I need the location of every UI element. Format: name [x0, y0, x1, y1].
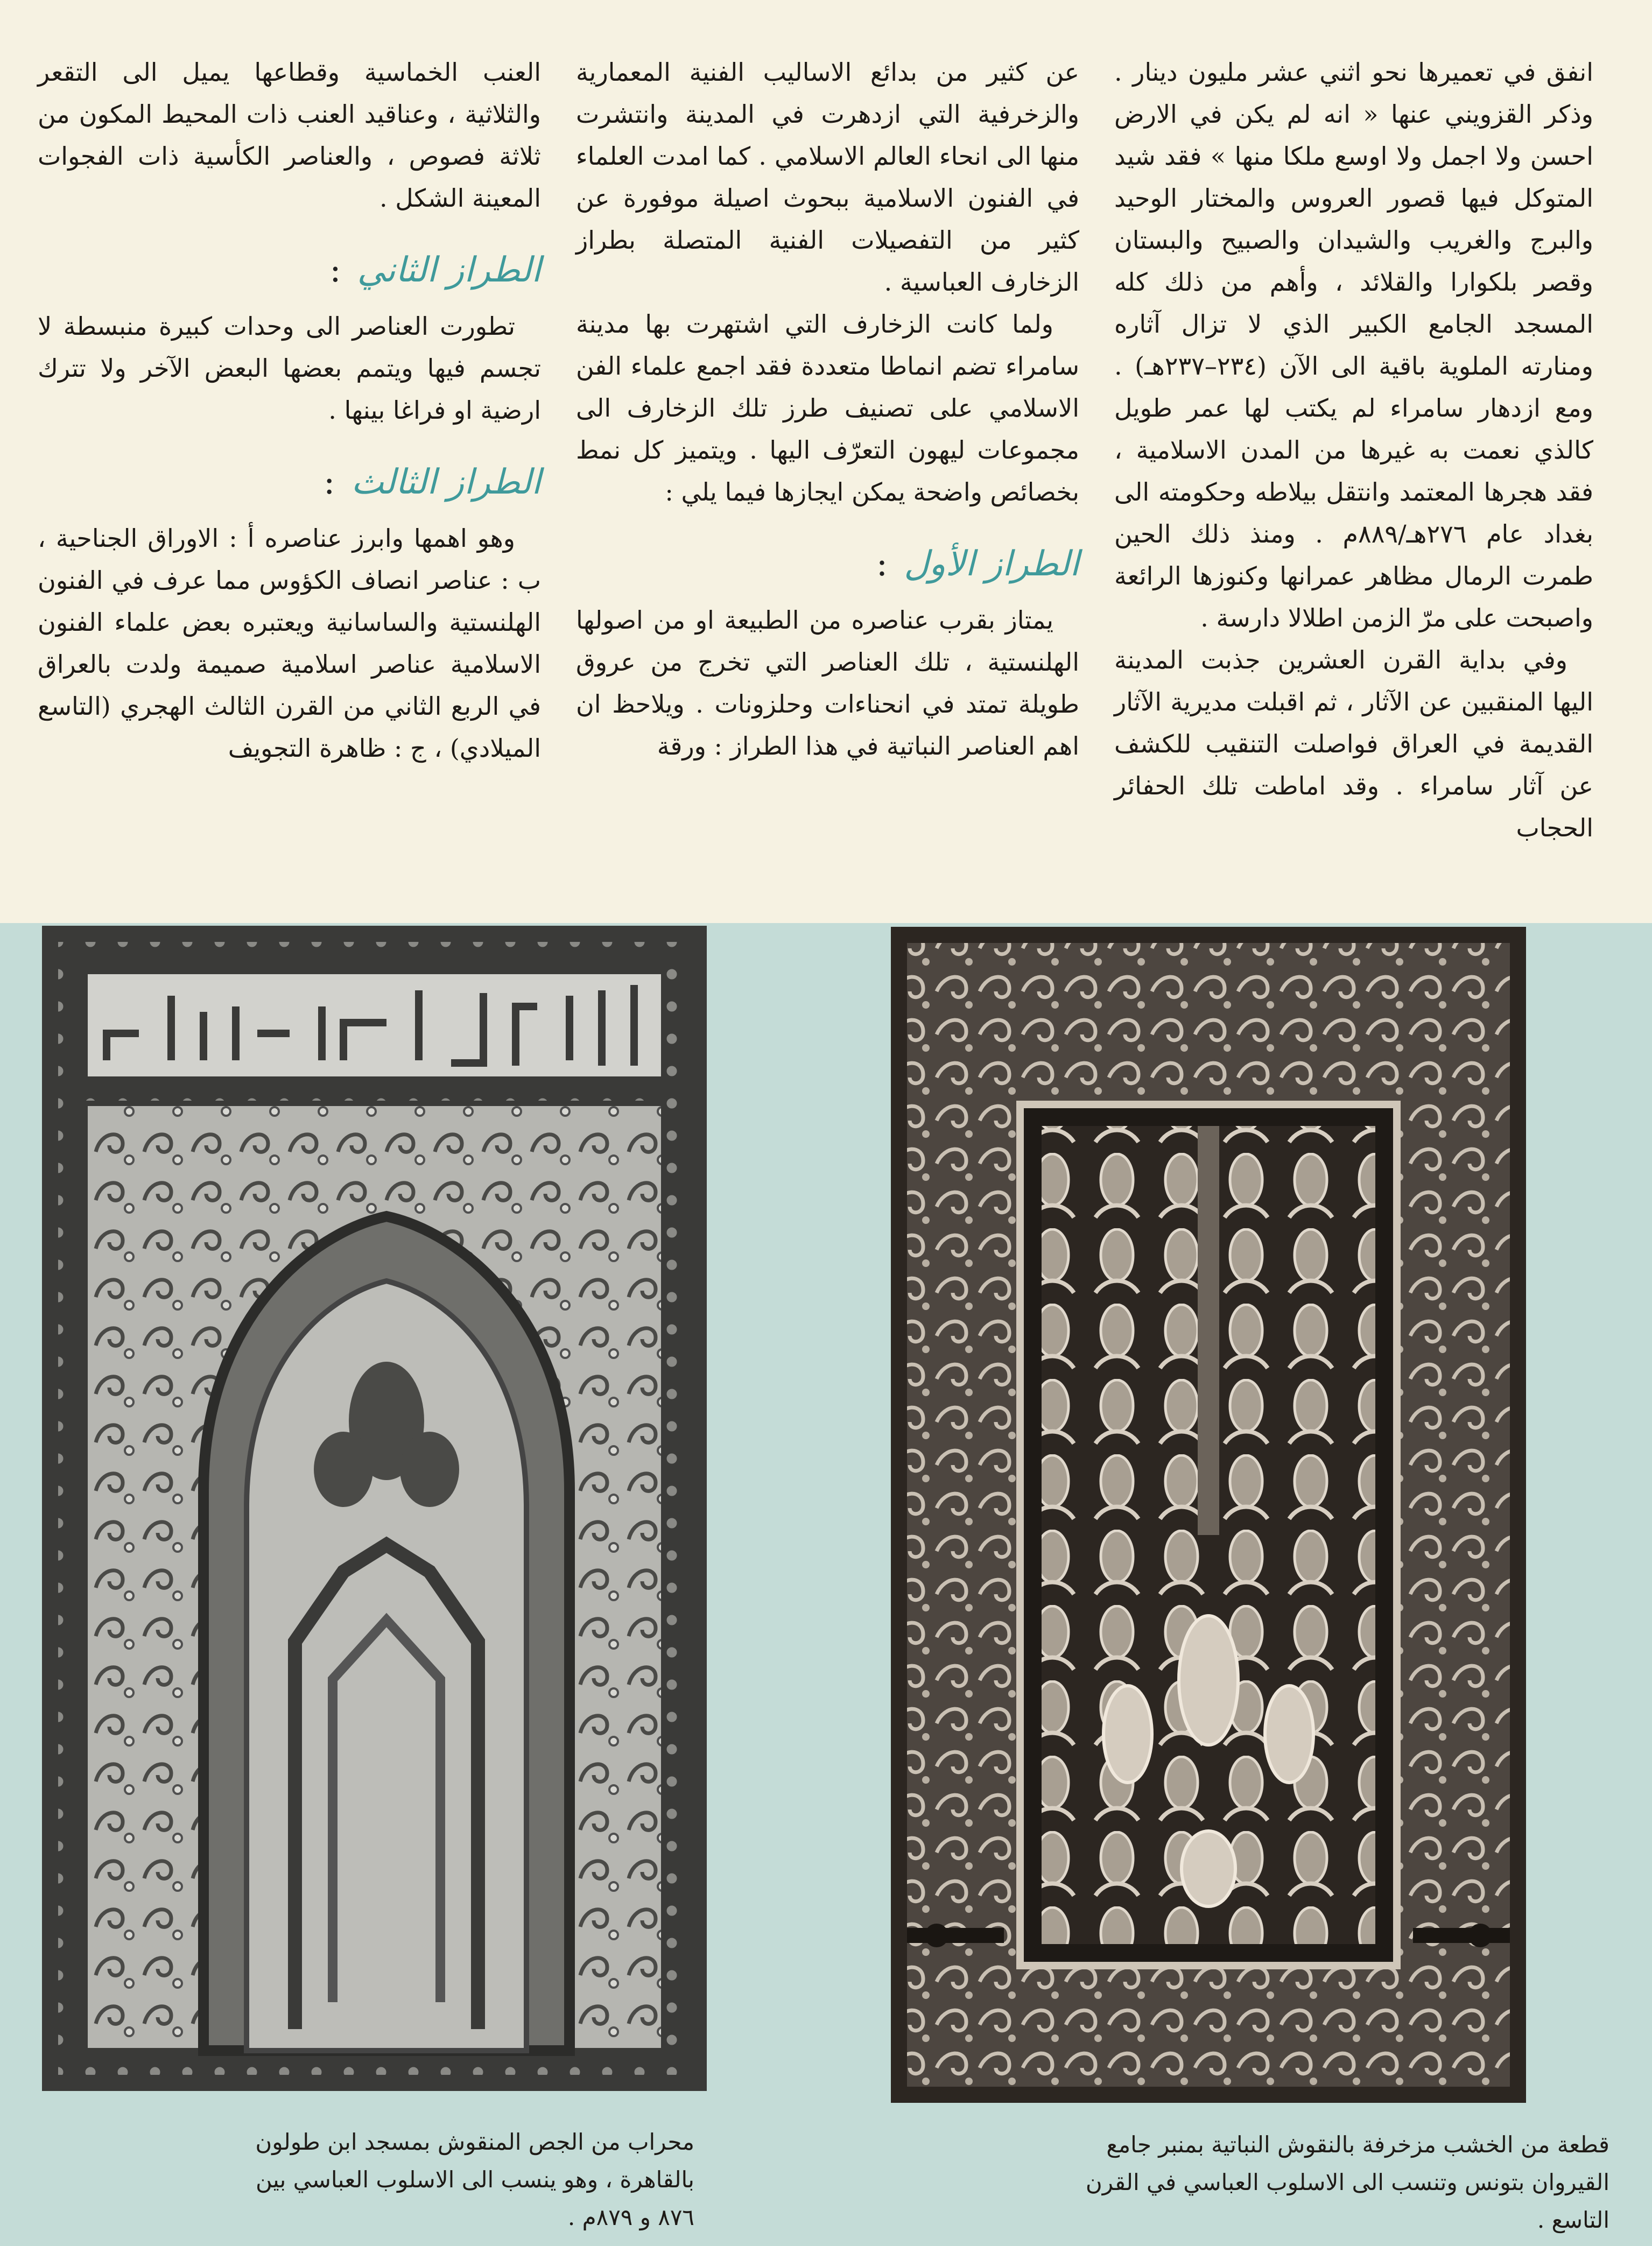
heading-colon: : [329, 250, 341, 290]
section-heading-second-style [38, 246, 541, 294]
mihrab-stucco-photo [42, 926, 707, 2091]
paragraph: انفق في تعميرها نحو اثني عشر مليون دينار . وذكر القزويني عنها « انه لم يكن في الارض احسن ولا اجمل ولا اوسع ملكا منها » فقد شيد المتوكل فيها قصور العروس والمختار الوحيد والبرج والغريب والشيدان والصبيح والبستان وقصر بلكوارا والقلائد ، وأهم من ذلك كله المسجد الجامع الكبير الذي لا تزال آثاره ومنارته الملوية باقية الى الآن (٢٣٤–٢٣٧هـ) . ومع ازدهار سامراء لم يكتب لها عمر طويل كالذي نعمت به غيرها من المدن الاسلامية ، فقد هجرها المعتمد وانتقل بيلاطه وحكومته الى بغداد عام ٢٧٦هـ/٨٨٩م . ومنذ ذلك الحين طمرت الرمال مظاهر عمرانها وكنوزها الرائعة واصبحت على مرّ الزمن اطلالا دارسة . [1114, 58, 1594, 632]
section-heading-text: الطراز الثاني [357, 250, 541, 290]
caption-right-photo [1039, 2126, 1609, 2239]
caption-left-photo [253, 2123, 694, 2236]
section-heading-text: الطراز الأول [904, 544, 1079, 584]
section-heading-text: الطراز الثالث [351, 462, 541, 502]
text-column-right [1114, 51, 1593, 869]
paragraph: يمتاز بقرب عناصره من الطبيعة او من اصولها الهلنستية ، تلك العناصر التي تخرج من عروق طويلة تمتد في انحناءات وحلزونات . ويلاحظ ان اهم العناصر النباتية في هذا الطراز : ورقة [576, 605, 1079, 761]
caption-right-text: قطعة من الخشب مزخرفة بالنقوش النباتية بمنبر جامع القيروان بتونس وتنسب الى الاسلوب العباسي في القرن التاسع . [1085, 2131, 1609, 2233]
paragraph: وفي بداية القرن العشرين جذبت المدينة اليها المنقبين عن الآثار ، ثم اقبلت مديرية الآثار القديمة في العراق فواصلت التنقيب للكشف عن آثار سامراء . وقد اماطت تلك الحفائر الحجاب [1114, 645, 1593, 842]
paragraph: العنب الخماسية وقطاعها يميل الى التقعر والثلاثية ، وعناقيد العنب ذات المحيط المكون من ثلاثة فصوص ، والعناصر الكأسية ذات الفجوات المعينة الشكل . [38, 58, 541, 213]
heading-colon: : [323, 462, 335, 502]
caption-left-text: محراب من الجص المنقوش بمسجد ابن طولون بالقاهرة ، وهو ينسب الى الاسلوب العباسي بين ٨٧٦ و ٨٧٩م . [255, 2129, 694, 2230]
section-heading-first-style [576, 540, 1079, 588]
text-column-left [38, 51, 541, 869]
heading-colon: : [876, 544, 888, 584]
paragraph: وهو اهمها وابرز عناصره أ : الاوراق الجناحية ، ب : عناصر انصاف الكؤوس مما عرف في الفنون الهلنستية والساسانية ويعتبره بعض علماء الفنون الاسلامية عناصر اسلامية صميمة ولدت بالعراق في الربع الثاني من القرن الثالث الهجري (التاسع الميلادي) ، ج : ظاهرة التجويف [38, 524, 541, 763]
section-heading-third-style [38, 458, 541, 506]
text-column-middle [576, 51, 1079, 869]
paragraph: تطورت العناصر الى وحدات كبيرة منبسطة لا تجسم فيها ويتمم بعضها البعض الآخر ولا تترك ارضية او فراغا بينها . [38, 312, 541, 425]
paragraph: ولما كانت الزخارف التي اشتهرت بها مدينة سامراء تضم انماطا متعددة فقد اجمع علماء الفن الاسلامي على تصنيف طرز تلك الزخارف الى مجموعات ليهون التعرّف اليها . ويتميز كل نمط بخصائص واضحة يمكن ايجازها فيما يلي : [576, 309, 1079, 506]
paragraph: عن كثير من بدائع الاساليب الفنية المعمارية والزخرفية التي ازدهرت في المدينة وانتشرت منها الى انحاء العالم الاسلامي . كما امدت العلماء في الفنون الاسلامية ببحوث اصيلة موفورة عن كثير من التفصيلات الفنية المتصلة بطراز الزخارف العباسية . [576, 58, 1079, 297]
kairouan-minbar-wood-panel-photo [891, 927, 1526, 2103]
